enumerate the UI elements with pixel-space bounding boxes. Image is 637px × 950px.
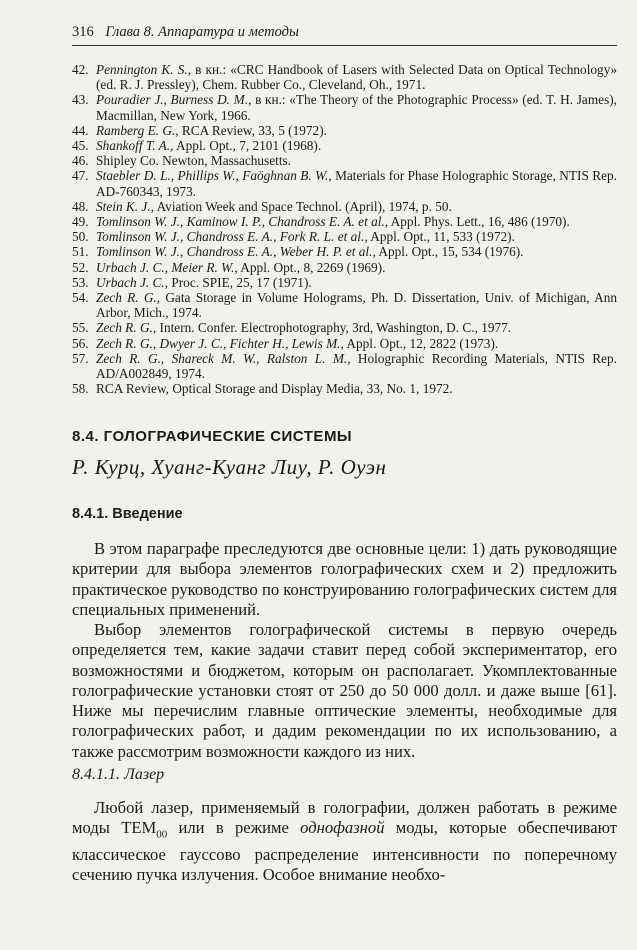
- reference-text: RCA Review, Optical Storage and Display Media, 33, No. 1, 1972.: [96, 381, 453, 397]
- page-number: 316: [72, 24, 94, 40]
- reference-item: [72, 320, 617, 335]
- reference-text: , Holographic Recording Materials, NTIS Rep. AD/A002849, 1974.: [96, 350, 617, 382]
- laser-text-part3: моды, которые обеспечивают классическое гауссово распределение интенсивности по поперечному сечению пучка излучения. Особое внимание необхо-: [72, 818, 618, 885]
- reference-item: [72, 229, 617, 244]
- reference-authors: Tomlinson W. J., Kaminow I. P., Chandross E. A. et al.: [96, 214, 385, 230]
- reference-item: [72, 168, 617, 198]
- reference-text: , Materials for Phase Holographic Storage, NTIS Rep. AD-760343, 1973.: [96, 168, 617, 199]
- reference-authors: Zech R. G.: [96, 320, 153, 336]
- reference-text: , Appl. Opt., 11, 533 (1972).: [364, 229, 515, 245]
- reference-number: 56.: [72, 335, 89, 351]
- reference-item: [72, 199, 617, 214]
- reference-authors: Urbach J. C., Meier R. W.: [96, 259, 235, 275]
- reference-text: , Appl. Opt., 7, 2101 (1968).: [170, 138, 322, 154]
- reference-item: [72, 123, 617, 138]
- reference-number: 44.: [72, 122, 89, 138]
- reference-text: , Appl. Phys. Lett., 16, 486 (1970).: [384, 214, 570, 230]
- reference-authors: Ramberg E. G.: [96, 122, 176, 138]
- mode-subscript: 00: [156, 828, 168, 841]
- reference-text: Shipley Co. Newton, Massachusetts.: [96, 153, 292, 169]
- paragraph-laser: [72, 798, 617, 886]
- paragraph-goals: В этом параграфе преследуются две основные цели: 1) дать руководящие критерии для выбора элементов голографических схем и 2) предложить практическое руководство по конструированию голографических систем для специальных применений.: [72, 539, 617, 619]
- reference-text: , в кн.: «CRC Handbook of Lasers with Selected Data on Optical Technology» (ed. R. J. Pressley), Chem. Rubber Co., Cleveland, Oh., 1971.: [96, 62, 617, 93]
- reference-authors: Shankoff T. A.: [96, 138, 171, 154]
- reference-authors: Pouradier J., Burness D. M.: [96, 92, 249, 108]
- reference-text: , Gata Storage in Volume Holograms, Ph. D. Dissertation, Univ. of Michigan, Ann Arbor, Mich., 1974.: [96, 290, 618, 321]
- reference-number: 46.: [72, 153, 89, 169]
- reference-number: 48.: [72, 198, 89, 214]
- reference-authors: Zech R. G.: [96, 290, 157, 306]
- reference-number: 54.: [72, 290, 89, 306]
- reference-item: [72, 244, 617, 259]
- reference-number: 53.: [72, 274, 89, 290]
- reference-text: , Appl. Opt., 15, 534 (1976).: [372, 244, 524, 260]
- reference-item: [72, 336, 617, 351]
- laser-text-part1: Любой лазер, применяемый в голографии, должен работать в режиме моды TEM: [72, 798, 617, 838]
- section-title: 8.4. ГОЛОГРАФИЧЕСКИЕ СИСТЕМЫ: [72, 428, 353, 445]
- reference-authors: Tomlinson W. J., Chandross E. A., Fork R. L. et al.: [96, 229, 365, 245]
- paragraph-selection: Выбор элементов голографической системы в первую очередь определяется тем, какие задачи ставит перед собой экспериментатор, его возможностями и бюджетом, которым он располагает. Укомплектованные голографические установки стоят от 250 до 50 000 долл. и даже выше [61]. Ниже мы перечислим главные оптические элементы, необходимые для голографических работ, и дадим рекомендации по их использованию, а также рассмотрим возможности каждого из них.: [72, 620, 617, 761]
- reference-authors: Staebler D. L., Phillips W., Faöghnan B. W.: [96, 168, 329, 184]
- reference-authors: Urbach J. C.: [96, 274, 165, 290]
- reference-item: [72, 275, 617, 290]
- subsection-title: 8.4.1. Введение: [72, 506, 183, 522]
- reference-item: [72, 153, 617, 168]
- reference-number: 47.: [72, 168, 89, 184]
- reference-number: 58.: [72, 381, 89, 397]
- reference-number: 55.: [72, 320, 89, 336]
- reference-item: [72, 381, 617, 396]
- reference-text: , RCA Review, 33, 5 (1972).: [175, 122, 327, 138]
- reference-authors: Tomlinson W. J., Chandross E. A., Weber H. P. et al.: [96, 244, 373, 260]
- subsubsection-title: 8.4.1.1. Лазер: [72, 766, 165, 783]
- reference-text: , Proc. SPIE, 25, 17 (1971).: [164, 274, 312, 290]
- reference-authors: Zech R. G., Shareck M. W., Ralston L. M.: [96, 350, 348, 366]
- reference-text: , Appl. Opt., 12, 2822 (1973).: [340, 335, 499, 351]
- reference-text: , Aviation Week and Space Technol. (April), 1974, p. 50.: [150, 198, 452, 214]
- header-rule: [72, 45, 617, 46]
- reference-item: [72, 214, 617, 229]
- reference-number: 49.: [72, 214, 89, 230]
- reference-number: 51.: [72, 244, 89, 260]
- reference-number: 57.: [72, 350, 89, 366]
- reference-number: 43.: [72, 92, 89, 108]
- reference-text: , Appl. Opt., 8, 2269 (1969).: [234, 259, 386, 275]
- running-title: Глава 8. Аппаратура и методы: [105, 24, 299, 40]
- laser-text-italic: однофазной: [300, 818, 385, 838]
- reference-item: [72, 138, 617, 153]
- reference-number: 52.: [72, 259, 89, 275]
- reference-number: 50.: [72, 229, 89, 245]
- reference-authors: Zech R. G., Dwyer J. C., Fichter H., Lewis M.: [96, 335, 341, 351]
- reference-item: [72, 351, 617, 381]
- reference-number: 45.: [72, 138, 89, 154]
- laser-text-part2: или в режиме: [167, 818, 301, 838]
- reference-authors: Stein K. J.: [96, 198, 151, 214]
- reference-item: [72, 260, 617, 275]
- reference-text: , в кн.: «The Theory of the Photographic Process» (ed. T. H. James), Macmillan, New York, 1966.: [96, 92, 617, 123]
- reference-list: [72, 62, 617, 396]
- reference-authors: Pennington K. S.: [96, 62, 188, 77]
- reference-item: [72, 290, 617, 320]
- section-authors: Р. Курц, Хуанг-Куанг Лиу, Р. Оуэн: [72, 455, 387, 479]
- reference-number: 42.: [72, 62, 89, 77]
- reference-item: [72, 62, 617, 92]
- running-header: [72, 24, 612, 41]
- reference-item: [72, 92, 617, 122]
- reference-text: , Intern. Confer. Electrophotography, 3rd, Washington, D. C., 1977.: [152, 320, 512, 336]
